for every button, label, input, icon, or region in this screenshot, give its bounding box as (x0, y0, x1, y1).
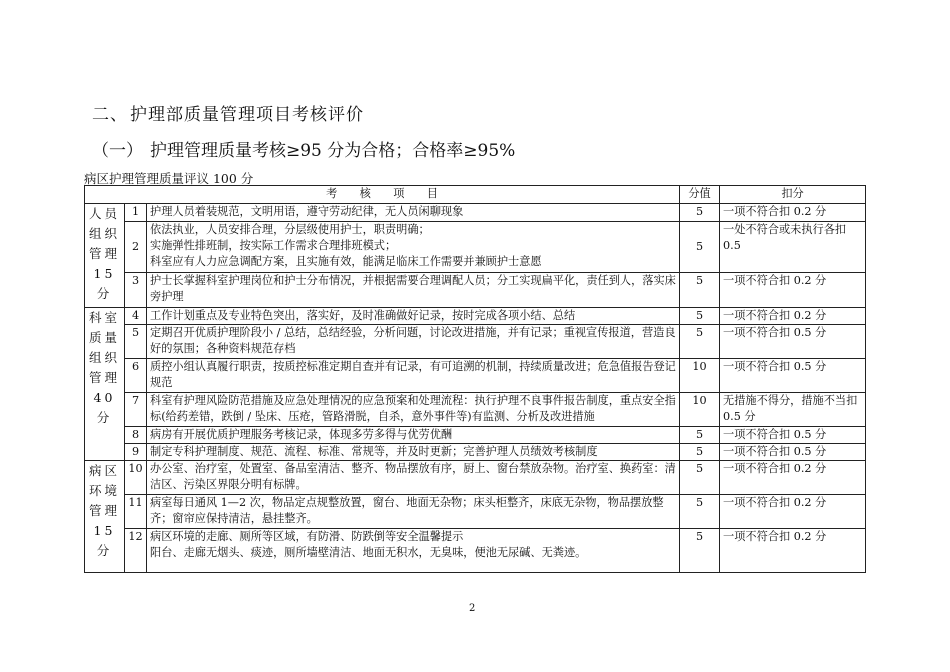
section-title: 护理部质量管理项目考核评价 (130, 105, 364, 125)
category-cell: 科室 质量 组织 管理 40分 (85, 308, 125, 461)
table-row (85, 222, 866, 273)
row-score: 10 (680, 359, 720, 393)
table-row (85, 273, 866, 308)
row-deduct: 一项不符合扣 0.5 分 (720, 427, 866, 444)
row-score: 5 (680, 273, 720, 308)
page-number: 2 (469, 603, 476, 614)
row-deduct: 一项不符合扣 0.2 分 (720, 308, 866, 325)
row-deduct: 一项不符合扣 0.2 分 (720, 461, 866, 495)
row-deduct: 一项不符合扣 0.2 分 (720, 204, 866, 222)
table-row (85, 529, 866, 573)
row-content: 依法执业，人员安排合理，分层级使用护士，职责明确； 实施弹性排班制，按实际工作需求合理排班模式； 科室应有人力应急调配方案，且实施有效，能满足临床工作需要并兼顾护士意愿 (147, 222, 680, 273)
row-score: 5 (680, 325, 720, 359)
row-content: 质控小组认真履行职责，按质控标准定期自查并有记录，有可追溯的机制，持续质量改进；危急值报告登记规范 (147, 359, 680, 393)
table-caption: 病区护理管理质量评议 100 分 (84, 171, 254, 186)
row-score: 10 (680, 393, 720, 427)
row-score: 5 (680, 461, 720, 495)
header-score: 分值 (680, 186, 720, 204)
row-number: 1 (125, 204, 147, 222)
row-score: 5 (680, 204, 720, 222)
row-deduct: 一项不符合扣 0.2 分 (720, 495, 866, 529)
row-content: 病房有开展优质护理服务考核记录，体现多劳多得与优劳优酬 (147, 427, 680, 444)
table-row (85, 495, 866, 529)
row-content: 病区环境的走廊、厕所等区域，有防滑、防跌倒等安全温馨提示 阳台、走廊无烟头、痰迹，厕所墙壁清洁、地面无积水，无臭味，便池无尿碱、无粪迹。 (147, 529, 680, 573)
header-deduct: 扣分 (720, 186, 866, 204)
category-cell: 人员 组织 管理 15分 (85, 204, 125, 308)
row-number: 4 (125, 308, 147, 325)
subsection-title: 护理管理质量考核≥95 分为合格；合格率≥95% (150, 141, 516, 161)
row-content: 办公室、治疗室，处置室、备品室清洁、整齐、物品摆放有序，厨上、窗台禁放杂物。治疗室、换药室：清洁区、污染区界限分明有标牌。 (147, 461, 680, 495)
subsection-heading (92, 136, 515, 161)
table-row (85, 393, 866, 427)
table-row (85, 204, 866, 222)
row-deduct: 一项不符合扣 0.5 分 (720, 359, 866, 393)
row-content: 护理人员着装规范，文明用语，遵守劳动纪律，无人员闲聊现象 (147, 204, 680, 222)
table-row (85, 427, 866, 444)
row-number: 3 (125, 273, 147, 308)
row-content: 护士长掌握科室护理岗位和护士分布情况，并根据需要合理调配人员；分工实现扁平化，责任到人，落实床旁护理 (147, 273, 680, 308)
row-score: 5 (680, 222, 720, 273)
row-number: 8 (125, 427, 147, 444)
row-number: 5 (125, 325, 147, 359)
table-row (85, 461, 866, 495)
row-score: 5 (680, 495, 720, 529)
row-number: 6 (125, 359, 147, 393)
row-number: 2 (125, 222, 147, 273)
row-number: 10 (125, 461, 147, 495)
assessment-table (84, 185, 866, 573)
row-content: 制定专科护理制度、规范、流程、标准、常规等，并及时更新；完善护理人员绩效考核制度 (147, 444, 680, 461)
row-deduct: 无措施不得分，措施不当扣 0.5 分 (720, 393, 866, 427)
section-number: 二、 (92, 105, 128, 125)
row-content: 定期召开优质护理阶段小 / 总结，总结经验，分析问题，讨论改进措施，并有记录；重视宣传报道，营造良好的氛围；各种资料规范存档 (147, 325, 680, 359)
table-row (85, 308, 866, 325)
row-deduct: 一项不符合扣 0.5 分 (720, 325, 866, 359)
table-row (85, 444, 866, 461)
row-deduct: 一处不符合或未执行各扣 0.5 (720, 222, 866, 273)
row-content: 工作计划重点及专业特色突出，落实好，及时准确做好记录，按时完成各项小结、总结 (147, 308, 680, 325)
row-content: 病室每日通风 1—2 次，物品定点规整放置，窗台、地面无杂物；床头柜整齐，床底无杂物，物品摆放整齐；窗帘应保持清洁，悬挂整齐。 (147, 495, 680, 529)
row-number: 12 (125, 529, 147, 573)
header-item: 考 核 项 目 (85, 186, 680, 204)
table-header-row (85, 186, 866, 204)
row-deduct: 一项不符合扣 0.2 分 (720, 529, 866, 573)
row-number: 9 (125, 444, 147, 461)
category-cell: 病区 环境 管理 15分 (85, 461, 125, 573)
table-row (85, 325, 866, 359)
subsection-number: （一） (92, 141, 143, 161)
row-score: 5 (680, 444, 720, 461)
row-score: 5 (680, 308, 720, 325)
row-content: 科室有护理风险防范措施及应急处理情况的应急预案和处理流程：执行护理不良事件报告制度，重点安全指标(给药差错，跌倒 / 坠床、压疮，管路滑脱，自杀，意外事件等)有监测、分析及改进措施 (147, 393, 680, 427)
row-deduct: 一项不符合扣 0.2 分 (720, 273, 866, 308)
row-deduct: 一项不符合扣 0.5 分 (720, 444, 866, 461)
section-heading (92, 100, 364, 125)
row-score: 5 (680, 427, 720, 444)
row-score: 5 (680, 529, 720, 573)
table-row (85, 359, 866, 393)
row-number: 7 (125, 393, 147, 427)
row-number: 11 (125, 495, 147, 529)
